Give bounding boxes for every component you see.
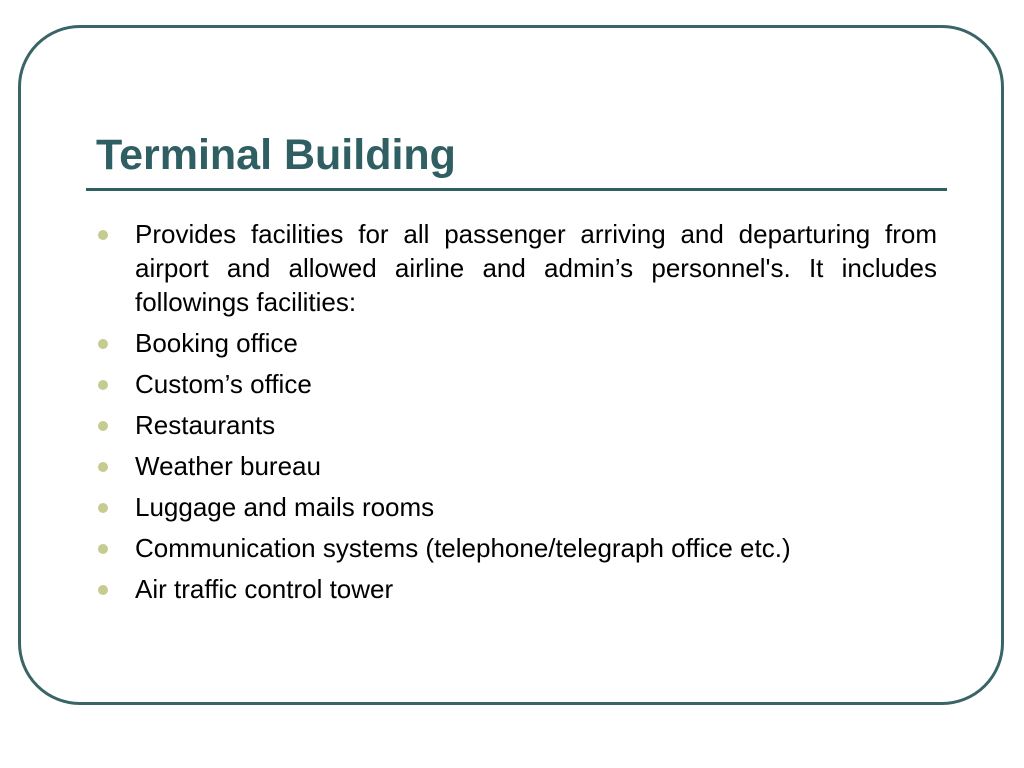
bullet-item: [96, 449, 937, 483]
bullet-text: Air traffic control tower: [135, 574, 394, 604]
title-underline: [86, 188, 947, 191]
slide-title: Terminal Building: [96, 131, 456, 179]
bullet-text: Custom’s office: [135, 369, 312, 399]
bullet-dot-icon: [98, 380, 108, 390]
bullet-text: Weather bureau: [135, 451, 321, 481]
bullet-dot-icon: [98, 503, 108, 513]
bullet-item: [96, 367, 937, 401]
bullet-item: [96, 490, 937, 524]
bullet-dot-icon: [98, 339, 108, 349]
bullet-dot-icon: [98, 462, 108, 472]
bullet-text: Provides facilities for all passenger arriving and departuring from airport and allowed airline and admin’s personnel's. It includes followings facilities:: [135, 219, 937, 317]
bullet-dot-icon: [98, 544, 108, 554]
bullet-dot-icon: [98, 230, 108, 240]
bullet-dot-icon: [98, 421, 108, 431]
bullet-item: [96, 572, 937, 606]
bullet-text: Booking office: [135, 328, 298, 358]
bullet-text: Communication systems (telephone/telegraph office etc.): [135, 533, 791, 563]
bullet-dot-icon: [98, 585, 108, 595]
bullet-item: [96, 326, 937, 360]
bullet-list: [96, 217, 937, 613]
bullet-item: [96, 408, 937, 442]
bullet-item: [96, 217, 937, 319]
bullet-text: Restaurants: [135, 410, 276, 440]
bullet-text: Luggage and mails rooms: [135, 492, 435, 522]
bullet-item: [96, 531, 937, 565]
